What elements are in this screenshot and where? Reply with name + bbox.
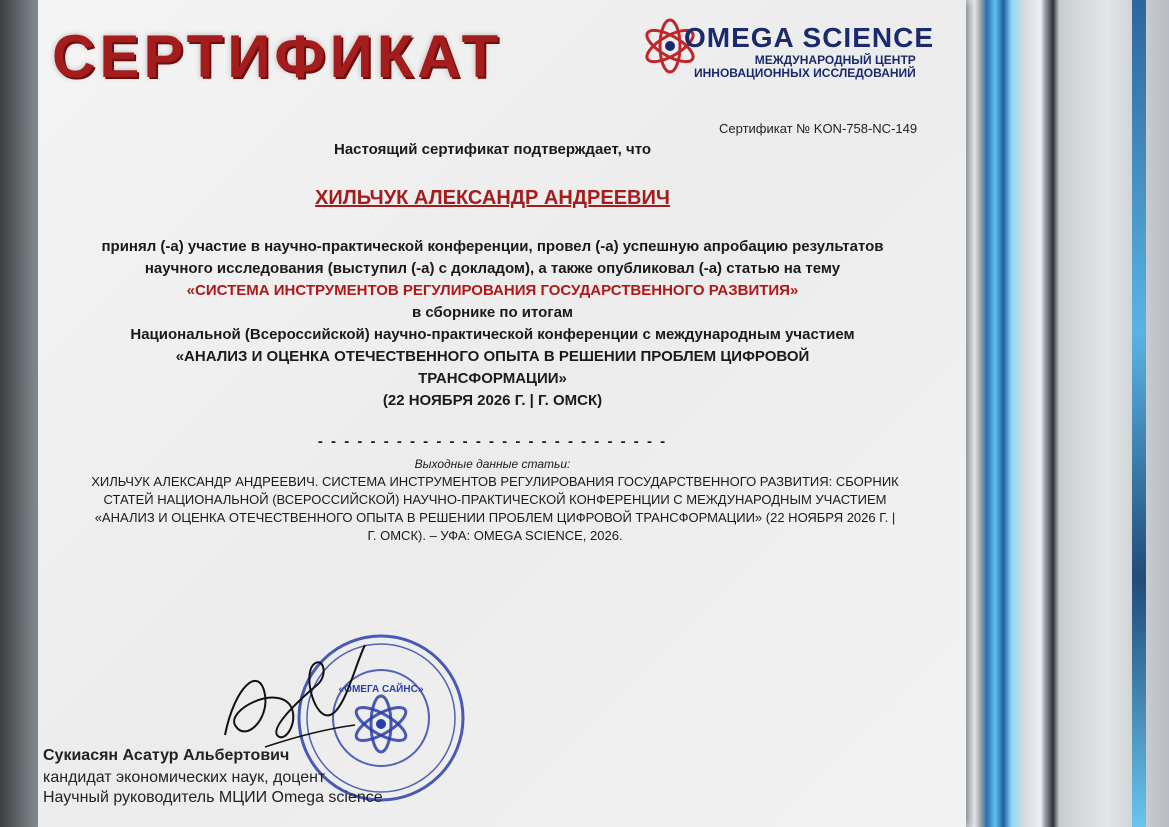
- certificate-title: СЕРТИФИКАТ: [52, 23, 503, 90]
- background-left: [0, 0, 40, 827]
- conference-date: (22 НОЯБРЯ 2026 Г. | Г. ОМСК): [382, 392, 603, 409]
- conference-title-line: «АНАЛИЗ И ОЦЕНКА ОТЕЧЕСТВЕННОГО ОПЫТА В РЕШЕНИИ ПРОБЛЕМ ЦИФРОВОЙ: [175, 348, 810, 365]
- logo-main-text: OMEGA SCIENCE: [684, 22, 934, 53]
- logo-sub-line1: МЕЖДУНАРОДНЫЙ ЦЕНТР: [754, 53, 916, 67]
- background-stripe: [1132, 0, 1146, 827]
- publication-line: ХИЛЬЧУК АЛЕКСАНДР АНДРЕЕВИЧ. СИСТЕМА ИНСТРУМЕНТОВ РЕГУЛИРОВАНИЯ ГОСУДАРСТВЕННОГО РАЗВИТИЯ: СБОРНИК: [91, 474, 899, 489]
- certificate-body: [60, 236, 925, 412]
- recipient-name: ХИЛЬЧУК АЛЕКСАНДР АНДРЕЕВИЧ: [315, 187, 670, 209]
- publication-label: Выходные данные статьи:: [414, 457, 571, 471]
- body-line: научного исследования (выступил (-а) с докладом), а также опубликовал (-а) статью на тему: [144, 260, 841, 277]
- publication-line: Г. ОМСК). – УФА: OMEGA SCIENCE, 2026.: [367, 528, 623, 543]
- certificate-number: Сертификат № KON-758-NC-149: [719, 121, 918, 136]
- publication-line: СТАТЕЙ НАЦИОНАЛЬНОЙ (ВСЕРОССИЙСКОЙ) НАУЧНО-ПРАКТИЧЕСКОЙ КОНФЕРЕНЦИИ С МЕЖДУНАРОДНЫМ УЧАСТИЕМ: [103, 492, 887, 507]
- stamp-center-text: «ОМЕГА САЙНС»: [338, 684, 424, 695]
- confirm-text: Настоящий сертификат подтверждает, что: [333, 141, 651, 158]
- divider: - - - - - - - - - - - - - - - - - - - - - - - - - - -: [317, 433, 668, 450]
- signatory-degree: кандидат экономических наук, доцент: [43, 769, 326, 786]
- omega-science-logo: [640, 10, 934, 82]
- signatory-role: Научный руководитель МЦИИ Omega science: [43, 789, 383, 806]
- logo-sub-text: [694, 54, 916, 80]
- conference-name: Национальной (Всероссийской) научно-практической конференции с международным участием: [130, 326, 855, 343]
- conference-title-line: ТРАНСФОРМАЦИИ»: [418, 370, 567, 387]
- collection-intro: в сборнике по итогам: [411, 304, 574, 321]
- signatory-name: Сукиасян Асатур Альбертович: [43, 747, 290, 764]
- handwritten-signature: [205, 625, 375, 765]
- logo-sub-line2: ИННОВАЦИОННЫХ ИССЛЕДОВАНИЙ: [694, 66, 916, 80]
- article-title: «СИСТЕМА ИНСТРУМЕНТОВ РЕГУЛИРОВАНИЯ ГОСУДАРСТВЕННОГО РАЗВИТИЯ»: [186, 282, 799, 299]
- publication-line: «АНАЛИЗ И ОЦЕНКА ОТЕЧЕСТВЕННОГО ОПЫТА В РЕШЕНИИ ПРОБЛЕМ ЦИФРОВОЙ ТРАНСФОРМАЦИИ» (22 НОЯБРЯ 2026 Г. |: [94, 510, 896, 525]
- body-line: принял (-а) участие в научно-практической конференции, провел (-а) успешную апробацию результатов: [101, 238, 884, 255]
- publication-details: [55, 473, 935, 545]
